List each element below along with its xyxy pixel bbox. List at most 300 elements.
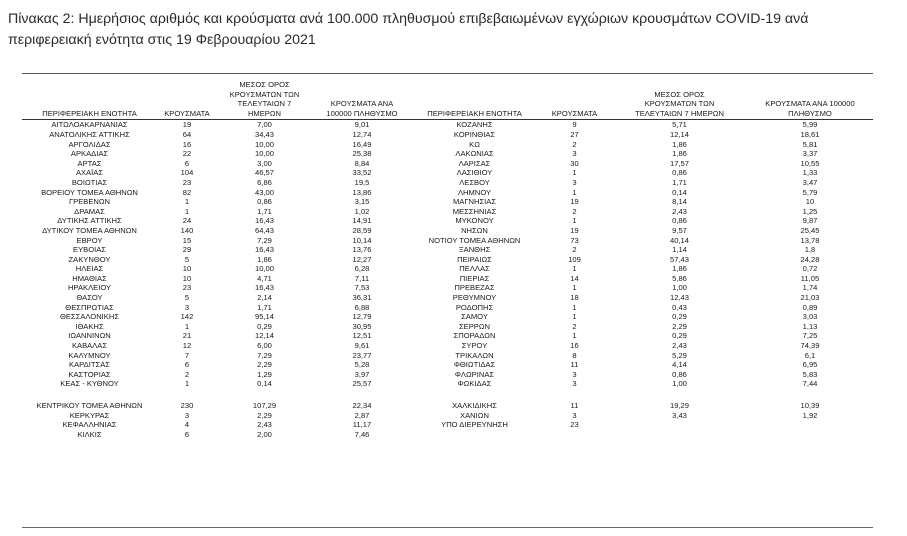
cell-cases-left: 6 [184, 158, 190, 168]
cell-cases-left: 3 [184, 410, 190, 420]
cell-region-left: ΑΡΓΟΛΙΔΑΣ [68, 139, 111, 149]
cell-cases-right: 1 [572, 312, 577, 322]
cell-avg7-right: 9,57 [672, 225, 687, 235]
cell-cases-right: 2 [572, 245, 577, 255]
cell-cases-left: 104 [180, 168, 194, 178]
cell-region-right: ΚΟΡΙΝΘΙΑΣ [453, 129, 496, 139]
cell-cases-left: 5 [184, 254, 190, 264]
cell-avg7-right [612, 420, 747, 430]
table-row [22, 351, 873, 361]
cell-avg7-left: 10,00 [254, 149, 274, 159]
cell-avg7-left: 46,57 [254, 168, 274, 178]
cell-cases-right: 3 [572, 177, 577, 187]
cell-avg7-right: 12,14 [669, 129, 689, 139]
cell-avg7-right [612, 430, 747, 440]
cell-avg7-left: 2,14 [257, 293, 272, 303]
cell-region-left: ΒΟΡΕΙΟΥ ΤΟΜΕΑ ΑΘΗΝΩΝ [41, 187, 138, 197]
cell-avg7-left: 16,43 [254, 216, 274, 226]
table-row [22, 401, 873, 411]
cell-region-left: ΘΕΣΠΡΩΤΙΑΣ [65, 302, 114, 312]
cell-region-right: ΦΘΙΩΤΙΔΑΣ [453, 360, 496, 370]
cell-cases-left: 23 [182, 283, 192, 293]
cell-per100k-left: 11,17 [352, 420, 372, 430]
cell-cases-right: 18 [570, 293, 579, 303]
cell-region-left: ΖΑΚΥΝΘΟΥ [68, 254, 111, 264]
cell-region-right: ΣΕΡΡΩΝ [458, 321, 491, 331]
cell-per100k-right [747, 420, 873, 430]
cell-cases-left: 24 [182, 216, 192, 226]
cell-region-right: ΣΑΜΟΥ [461, 312, 488, 322]
cell-per100k-left: 9,61 [354, 341, 370, 351]
cell-region-left: ΕΒΡΟΥ [76, 235, 103, 245]
cell-cases-left: 6 [184, 429, 190, 439]
cell-region-right: ΛΑΡΙΣΑΣ [458, 158, 491, 168]
cell-region-right: ΠΕΛΛΑΣ [459, 264, 490, 274]
cell-per100k-left: 3,15 [354, 197, 370, 207]
cell-region-left: ΚΑΛΥΜΝΟΥ [68, 350, 111, 360]
cell-avg7-left: 43,00 [254, 187, 274, 197]
cell-region-left: ΔΥΤΙΚΗΣ ΑΤΤΙΚΗΣ [57, 216, 122, 226]
cell-avg7-left: 0,86 [257, 197, 272, 207]
cell-avg7-right: 2,43 [672, 206, 687, 216]
cell-per100k-right: 0,72 [802, 264, 818, 274]
cell-avg7-left: 107,29 [252, 401, 277, 410]
cell-avg7-right: 5,86 [672, 273, 687, 283]
table-row [22, 360, 873, 370]
cell-avg7-right: 2,29 [672, 321, 687, 331]
cell-cases-right: 1 [572, 168, 577, 178]
cell-cases-left: 10 [182, 273, 192, 283]
cell-region-left: ΘΕΣΣΑΛΟΝΙΚΗΣ [59, 312, 120, 322]
header-avg7: ΜΕΣΟΣ ΟΡΟΣ ΚΡΟΥΣΜΑΤΩΝ ΤΩΝ ΤΕΛΕΥΤΑΙΩΝ 7 ΗΜΕΡΩΝ [217, 80, 312, 120]
cell-avg7-right: 4,14 [672, 360, 687, 370]
cell-avg7-left: 6,86 [257, 177, 272, 187]
cell-region-right: ΠΡΕΒΕΖΑΣ [454, 283, 495, 293]
cell-cases-left: 1 [184, 206, 190, 216]
cell-region-left: ΙΩΑΝΝΙΝΩΝ [68, 331, 111, 341]
cell-region-left: ΗΛΕΙΑΣ [75, 264, 104, 274]
cell-cases-right: 2 [572, 206, 577, 216]
cell-per100k-left: 5,28 [354, 360, 370, 370]
table-row [22, 130, 873, 140]
cell-region-right: ΡΟΔΟΠΗΣ [455, 302, 494, 312]
table-row [22, 420, 873, 430]
cell-avg7-right: 0,43 [672, 302, 687, 312]
cell-cases-left: 64 [182, 129, 192, 139]
cell-per100k-left: 36,31 [352, 293, 372, 303]
cell-per100k-right: 5,99 [802, 120, 818, 130]
cell-avg7-left: 0,29 [257, 321, 272, 331]
cell-per100k-left: 6,88 [354, 302, 370, 312]
cell-cases-right: 14 [570, 273, 579, 283]
cell-avg7-left: 0,14 [257, 379, 272, 389]
cell-region-left: ΔΡΑΜΑΣ [74, 206, 105, 216]
cell-cases-right: 3 [572, 410, 577, 420]
table-row [22, 370, 873, 380]
header-region-2: ΠΕΡΙΦΕΡΕΙΑΚΗ ΕΝΟΤΗΤΑ [412, 80, 537, 120]
cell-region-left: ΚΙΛΚΙΣ [77, 429, 102, 439]
table-row [22, 341, 873, 351]
cell-avg7-left: 7,29 [257, 350, 272, 360]
cell-cases-left: 6 [184, 360, 190, 370]
cell-region-left: ΚΕΑΣ - ΚΥΘΝΟΥ [60, 379, 119, 389]
cell-per100k-right: 1,8 [804, 245, 816, 255]
cell-region-left: ΚΕΝΤΡΙΚΟΥ ΤΟΜΕΑ ΑΘΗΝΩΝ [36, 401, 143, 410]
cell-cases-right: 1 [572, 187, 577, 197]
cell-per100k-right: 3,03 [802, 312, 818, 322]
cell-region-left: ΓΡΕΒΕΝΩΝ [68, 197, 111, 207]
table-row [22, 264, 873, 274]
cell-per100k-left: 25,57 [352, 379, 372, 389]
cell-cases-left: 230 [180, 401, 194, 410]
cell-cases-right: 1 [572, 216, 577, 226]
cell-avg7-left: 4,71 [257, 273, 272, 283]
cell-avg7-right: 0,86 [672, 168, 687, 178]
cell-region-right: ΧΑΝΙΩΝ [460, 410, 489, 420]
cell-region-left: ΚΑΡΔΙΤΣΑΣ [69, 360, 110, 370]
cell-per100k-right: 3,47 [802, 177, 818, 187]
header-cases: ΚΡΟΥΣΜΑΤΑ [157, 80, 217, 120]
cell-region-left: ΚΑΣΤΟΡΙΑΣ [68, 369, 111, 379]
cell-cases-right: 11 [570, 401, 579, 410]
cell-avg7-right: 0,29 [672, 312, 687, 322]
cell-cases-left: 140 [180, 225, 194, 235]
cell-per100k-left: 12,79 [352, 312, 372, 322]
cell-cases-right: 109 [568, 254, 581, 264]
table-row-spacer [22, 389, 873, 401]
header-per100k: ΚΡΟΥΣΜΑΤΑ ΑΝΑ 100000 ΠΛΗΘΥΣΜΟ [312, 80, 412, 120]
cell-cases-right: 3 [572, 149, 577, 159]
cell-per100k-left: 33,52 [352, 168, 372, 178]
cell-region-right: ΠΙΕΡΙΑΣ [459, 273, 490, 283]
cell-cases-left: 22 [182, 149, 192, 159]
cell-cases-left: 5 [184, 293, 190, 303]
cell-per100k-left: 12,27 [352, 254, 372, 264]
cell-avg7-left: 1,71 [257, 302, 272, 312]
table-row [22, 411, 873, 421]
cell-cases-left: 4 [184, 420, 190, 430]
cell-per100k-right: 13,78 [800, 235, 820, 245]
cell-cases-right: 1 [572, 331, 577, 341]
cell-region-left: ΑΧΑΪΑΣ [75, 168, 104, 178]
cell-avg7-right: 8,14 [672, 197, 687, 207]
cell-per100k-left: 13,86 [352, 187, 372, 197]
cell-avg7-left: 10,00 [254, 264, 274, 274]
cell-per100k-left: 6,28 [354, 264, 370, 274]
cell-region-left: ΚΕΦΑΛΛΗΝΙΑΣ [62, 420, 117, 430]
cell-avg7-right: 1,00 [672, 379, 687, 389]
cell-per100k-left: 22,34 [352, 401, 372, 410]
cell-region-right: ΥΠΟ ΔΙΕΡΕΥΝΗΣΗ [441, 420, 508, 430]
cell-region-right: ΦΛΩΡΙΝΑΣ [454, 369, 495, 379]
cell-region-left: ΙΘΑΚΗΣ [75, 321, 104, 331]
cell-avg7-left: 1,71 [257, 206, 272, 216]
cell-avg7-right: 5,71 [672, 120, 687, 130]
cell-per100k-left: 14,91 [352, 216, 372, 226]
cell-per100k-left: 28,59 [352, 225, 372, 235]
cell-avg7-right: 0,29 [672, 331, 687, 341]
cell-per100k-left: 16,49 [352, 139, 372, 149]
cell-per100k-right: 1,33 [802, 168, 818, 178]
cell-per100k-left: 13,76 [352, 245, 372, 255]
cell-avg7-right: 1,71 [672, 177, 687, 187]
table-row [22, 236, 873, 246]
cell-cases-left: 1 [184, 379, 190, 389]
cell-region-left: ΚΕΡΚΥΡΑΣ [69, 410, 110, 420]
table-row [22, 216, 873, 226]
cell-per100k-right: 25,45 [800, 225, 820, 235]
table-row [22, 140, 873, 150]
cell-per100k-right: 10,39 [800, 401, 820, 410]
cell-region-left: ΗΜΑΘΙΑΣ [72, 273, 107, 283]
cell-region-right: ΣΠΟΡΑΔΩΝ [453, 331, 496, 341]
table-row [22, 159, 873, 169]
cell-region-right [412, 430, 537, 440]
cell-region-right: ΡΕΘΥΜΝΟΥ [452, 293, 497, 303]
table-row [22, 274, 873, 284]
cell-region-right: ΜΕΣΣΗΝΙΑΣ [452, 206, 497, 216]
cell-cases-left: 16 [182, 139, 192, 149]
cell-region-right: ΛΑΣΙΘΙΟΥ [456, 168, 493, 178]
cell-per100k-right: 3,37 [802, 149, 818, 159]
cell-avg7-right: 5,29 [672, 350, 687, 360]
cell-cases-right: 1 [572, 302, 577, 312]
cell-per100k-right [747, 430, 873, 440]
table-row [22, 312, 873, 322]
cell-per100k-right: 1,13 [802, 321, 818, 331]
cell-per100k-right: 5,83 [802, 369, 818, 379]
cell-per100k-left: 9,01 [354, 120, 370, 130]
cell-cases-left: 142 [180, 312, 194, 322]
cell-cases-left: 29 [182, 245, 192, 255]
cell-cases-left: 15 [182, 235, 192, 245]
cell-per100k-right: 6,1 [804, 350, 816, 360]
cell-region-right: ΜΑΓΝΗΣΙΑΣ [452, 197, 497, 207]
header-per100k-2: ΚΡΟΥΣΜΑΤΑ ΑΝΑ 100000 ΠΛΗΘΥΣΜΟ [747, 80, 873, 120]
cell-per100k-left: 19,5 [354, 177, 370, 187]
cell-cases-right: 1 [572, 283, 577, 293]
cell-per100k-right: 5,79 [802, 187, 818, 197]
cell-per100k-right: 6,95 [802, 360, 818, 370]
cell-per100k-right: 9,87 [802, 216, 818, 226]
cell-region-right: ΛΑΚΩΝΙΑΣ [455, 149, 494, 159]
cell-avg7-left: 2,00 [257, 429, 272, 439]
table-row [22, 120, 873, 130]
cell-per100k-right: 7,44 [802, 379, 818, 389]
table-body [22, 120, 873, 440]
table-row [22, 168, 873, 178]
cell-region-right: ΦΩΚΙΔΑΣ [457, 379, 492, 389]
cell-avg7-right: 57,43 [669, 254, 689, 264]
cell-avg7-right: 2,43 [672, 341, 687, 351]
table-row [22, 430, 873, 440]
cell-avg7-right: 0,86 [672, 216, 687, 226]
table-row [22, 178, 873, 188]
spacer-cell [22, 389, 873, 401]
cell-cases-right: 11 [570, 360, 579, 370]
cell-per100k-left: 7,53 [354, 283, 370, 293]
cell-avg7-right: 1,00 [672, 283, 687, 293]
cell-region-right: ΝΗΣΩΝ [461, 225, 488, 235]
cell-cases-left: 21 [182, 331, 192, 341]
cell-avg7-left: 34,43 [254, 129, 274, 139]
cell-cases-left: 10 [182, 264, 192, 274]
table-row [22, 226, 873, 236]
cell-avg7-left: 16,43 [254, 283, 274, 293]
cell-cases-right: 73 [570, 235, 579, 245]
cell-cases-right: 19 [570, 197, 579, 207]
cell-cases-right: 1 [572, 264, 577, 274]
cell-cases-right: 3 [572, 369, 577, 379]
cell-region-right: ΝΟΤΙΟΥ ΤΟΜΕΑ ΑΘΗΝΩΝ [428, 235, 521, 245]
cell-avg7-left: 1,86 [257, 254, 272, 264]
cell-per100k-right: 0,89 [802, 302, 818, 312]
cell-avg7-left: 10,00 [254, 139, 274, 149]
table-row [22, 331, 873, 341]
cell-cases-right: 2 [572, 321, 577, 331]
cell-cases-left: 19 [182, 120, 192, 130]
cell-region-left: ΑΡΚΑΔΙΑΣ [70, 149, 109, 159]
table-row [22, 188, 873, 198]
cell-cases-left: 7 [184, 350, 190, 360]
table-row [22, 207, 873, 217]
cell-cases-right: 2 [572, 139, 577, 149]
cell-region-left: ΕΥΒΟΙΑΣ [73, 245, 106, 255]
cell-cases-left: 1 [184, 321, 190, 331]
cell-region-right: ΜΥΚΟΝΟΥ [455, 216, 494, 226]
cell-region-left: ΑΙΤΩΛΟΑΚΑΡΝΑΝΙΑΣ [51, 120, 128, 130]
table-row [22, 303, 873, 313]
cell-avg7-left: 1,29 [257, 369, 272, 379]
cell-region-left: ΘΑΣΟΥ [76, 293, 103, 303]
cell-cases-left: 12 [182, 341, 192, 351]
cell-avg7-right: 40,14 [669, 235, 689, 245]
cell-cases-right: 19 [570, 225, 579, 235]
cell-region-right: ΤΡΙΚΑΛΩΝ [455, 350, 494, 360]
cell-per100k-right: 10 [805, 197, 815, 207]
cell-region-right: ΛΕΣΒΟΥ [459, 177, 490, 187]
cell-per100k-left: 7,46 [354, 429, 370, 439]
cell-region-right: ΚΩ [469, 139, 480, 149]
cell-per100k-left: 1,02 [354, 206, 370, 216]
cell-avg7-right: 19,29 [669, 401, 689, 410]
cell-per100k-right: 1,92 [802, 410, 818, 420]
cell-cases-right: 8 [572, 350, 577, 360]
cell-avg7-left: 7,00 [257, 120, 272, 130]
cell-region-right: ΠΕΙΡΑΙΩΣ [457, 254, 492, 264]
cell-avg7-right: 1,86 [672, 149, 687, 159]
cell-per100k-right: 1,74 [802, 283, 818, 293]
header-avg7-2: ΜΕΣΟΣ ΟΡΟΣ ΚΡΟΥΣΜΑΤΩΝ ΤΩΝ ΤΕΛΕΥΤΑΙΩΝ 7 ΗΜΕΡΩΝ [612, 80, 747, 120]
cell-region-left: ΑΝΑΤΟΛΙΚΗΣ ΑΤΤΙΚΗΣ [49, 129, 130, 139]
cell-cases-left: 3 [184, 302, 190, 312]
cell-cases-right: 27 [570, 129, 579, 139]
cell-per100k-left: 8,84 [354, 158, 370, 168]
table-row [22, 322, 873, 332]
cell-cases-right: 23 [570, 420, 579, 430]
cell-avg7-left: 2,43 [257, 420, 272, 430]
cell-per100k-right: 21,03 [800, 293, 820, 303]
table-row [22, 255, 873, 265]
cell-region-left: ΗΡΑΚΛΕΙΟΥ [67, 283, 112, 293]
cell-region-left: ΔΥΤΙΚΟΥ ΤΟΜΕΑ ΑΘΗΝΩΝ [42, 225, 137, 235]
cell-avg7-left: 2,29 [257, 360, 272, 370]
cell-per100k-left: 12,51 [352, 331, 372, 341]
cell-cases-right: 16 [570, 341, 579, 351]
cell-per100k-right: 11,05 [800, 273, 820, 283]
cell-avg7-left: 3,00 [257, 158, 272, 168]
cell-region-left: ΑΡΤΑΣ [77, 158, 102, 168]
cell-region-right: ΞΑΝΘΗΣ [458, 245, 491, 255]
table-row [22, 197, 873, 207]
cell-cases-left: 2 [184, 369, 190, 379]
cell-region-right: ΛΗΜΝΟΥ [457, 187, 492, 197]
cell-region-left: ΒΟΙΩΤΙΑΣ [71, 177, 108, 187]
table-row [22, 379, 873, 389]
cell-per100k-left: 25,38 [352, 149, 372, 159]
cell-per100k-left: 2,87 [354, 410, 370, 420]
cell-per100k-left: 3,97 [354, 369, 370, 379]
cell-per100k-left: 7,11 [354, 273, 370, 283]
cell-per100k-left: 23,77 [352, 350, 372, 360]
cell-avg7-right: 12,43 [669, 293, 689, 303]
cell-avg7-left: 95,14 [254, 312, 274, 322]
cell-avg7-right: 1,14 [672, 245, 687, 255]
cell-avg7-right: 1,86 [672, 139, 687, 149]
cell-per100k-right: 10,55 [800, 158, 820, 168]
bottom-rule [22, 527, 873, 528]
table-row [22, 283, 873, 293]
cell-cases-right: 9 [572, 120, 577, 130]
cell-cases-left: 82 [182, 187, 192, 197]
table-row [22, 293, 873, 303]
header-region: ΠΕΡΙΦΕΡΕΙΑΚΗ ΕΝΟΤΗΤΑ [22, 80, 157, 120]
top-rule [22, 73, 873, 74]
cell-region-right: ΧΑΛΚΙΔΙΚΗΣ [452, 401, 497, 410]
table-row [22, 245, 873, 255]
cell-avg7-left: 12,14 [254, 331, 274, 341]
cell-per100k-left: 10,14 [352, 235, 372, 245]
cell-per100k-left: 12,74 [352, 129, 372, 139]
cell-per100k-right: 18,61 [800, 129, 820, 139]
cell-avg7-left: 2,29 [257, 410, 272, 420]
table-header-row [22, 80, 873, 120]
cell-avg7-right: 0,14 [672, 187, 687, 197]
table-caption: Πίνακας 2: Ημερήσιος αριθμός και κρούσματα ανά 100.000 πληθυσμού επιβεβαιωμένων εγχώριων κρουσμάτων COVID-19 ανά περιφερειακή ενότητα στις 19 Φεβρουαρίου 2021 [8, 11, 809, 48]
cell-per100k-left: 30,95 [352, 321, 372, 331]
cell-region-right: ΣΥΡΟΥ [461, 341, 488, 351]
cell-cases-right: 3 [572, 379, 577, 389]
cell-avg7-left: 6,00 [257, 341, 272, 351]
cell-per100k-right: 24,28 [800, 254, 820, 264]
cell-region-right: ΚΟΖΑΝΗΣ [456, 120, 493, 130]
cell-per100k-right: 7,25 [802, 331, 818, 341]
cell-avg7-left: 7,29 [257, 235, 272, 245]
cell-avg7-right: 1,86 [672, 264, 687, 274]
cell-cases-right [537, 430, 612, 440]
cell-avg7-left: 64,43 [254, 225, 274, 235]
cell-cases-right: 30 [570, 158, 579, 168]
cell-avg7-right: 3,43 [672, 410, 687, 420]
header-cases-2: ΚΡΟΥΣΜΑΤΑ [537, 80, 612, 120]
cell-avg7-right: 17,57 [669, 158, 689, 168]
table-row [22, 149, 873, 159]
cell-cases-left: 23 [182, 177, 192, 187]
cell-avg7-right: 0,86 [672, 369, 687, 379]
covid-cases-table [22, 80, 873, 439]
cell-region-left: ΚΑΒΑΛΑΣ [71, 341, 108, 351]
cell-per100k-right: 1,25 [802, 206, 818, 216]
